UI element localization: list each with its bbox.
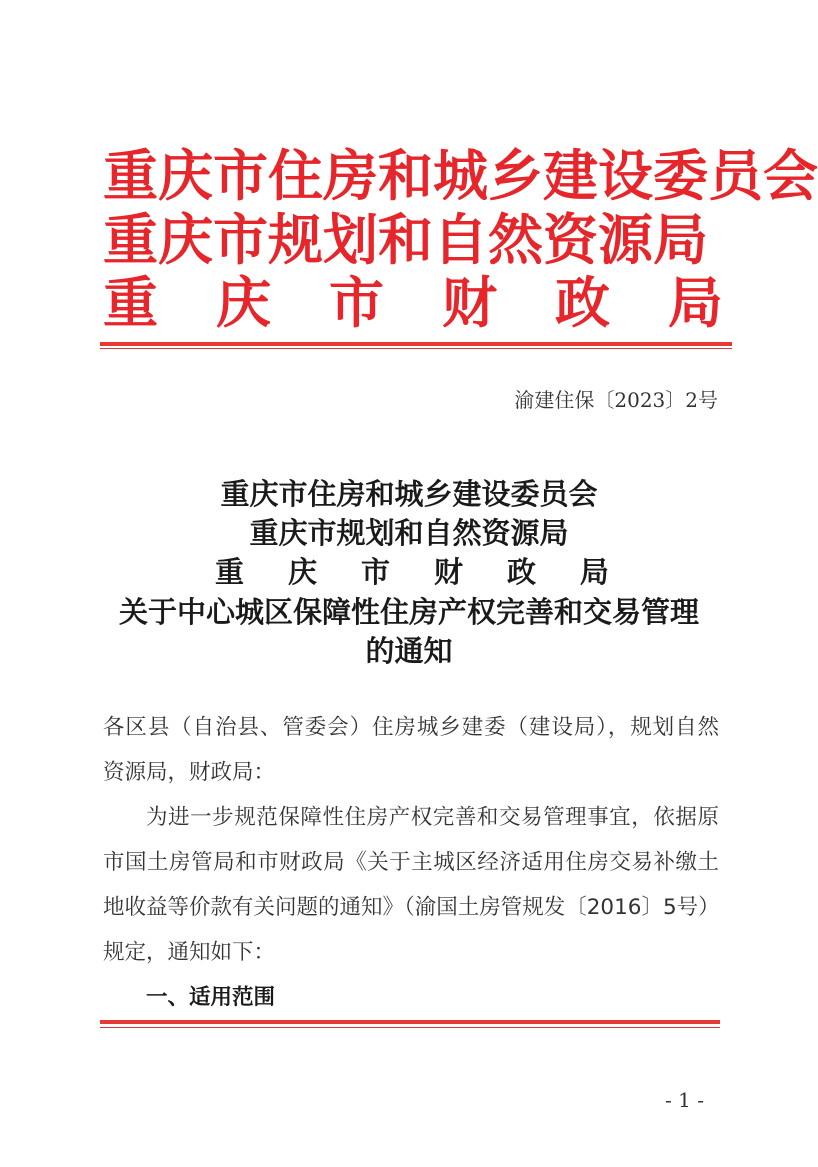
char: 政 xyxy=(506,555,536,589)
title-line-4: 关于中心城区保障性住房产权完善和交易管理 xyxy=(118,595,699,629)
char: 财 xyxy=(441,270,497,335)
paragraph: 为进一步规范保障性住房产权完善和交易管理事宜，依据原 xyxy=(146,805,719,830)
issuer-name: 重庆市规划和自然资源局 xyxy=(103,207,709,272)
paragraph: 市国土房管局和市财政局《关于主城区经济适用住房交易补缴土 xyxy=(103,850,719,875)
char: 局 xyxy=(579,555,609,589)
footer-divider-thin xyxy=(100,1027,720,1028)
header-divider xyxy=(100,342,732,346)
char: 局 xyxy=(667,270,723,335)
title-line-1: 重庆市住房和城乡建设委员会 xyxy=(220,477,598,511)
char: 政 xyxy=(554,270,610,335)
document-body xyxy=(103,705,719,1020)
paragraph: 地收益等价款有关问题的通知》（渝国土房管规发〔2016〕5号） xyxy=(103,895,720,920)
char: 市 xyxy=(328,270,384,335)
addressee: 各区县（自治县、管委会）住房城乡建委（建设局），规划自然 xyxy=(103,715,719,740)
header-divider-thin xyxy=(100,348,732,349)
char: 庆 xyxy=(287,555,317,589)
issuer-name: 重庆市住房和城乡建设委员会 xyxy=(103,143,818,208)
paragraph: 规定，通知如下： xyxy=(103,940,276,965)
issuer-header-line-2 xyxy=(103,207,723,272)
footer-divider xyxy=(100,1020,720,1024)
section-heading: 一、适用范围 xyxy=(146,985,276,1010)
char: 财 xyxy=(433,555,463,589)
char: 重 xyxy=(103,270,159,335)
title-line-5: 的通知 xyxy=(365,634,453,668)
char: 重 xyxy=(215,555,245,589)
char: 市 xyxy=(360,555,390,589)
page-number: - 1 - xyxy=(665,1088,704,1112)
title-line-3 xyxy=(215,550,609,591)
addressee: 资源局，财政局： xyxy=(103,760,276,785)
issuer-header-line-1 xyxy=(103,143,818,208)
document-number: 渝建住保〔2023〕2号 xyxy=(514,388,718,412)
title-line-2: 重庆市规划和自然资源局 xyxy=(249,516,569,550)
char: 庆 xyxy=(215,270,271,335)
issuer-header-line-3 xyxy=(103,270,723,335)
